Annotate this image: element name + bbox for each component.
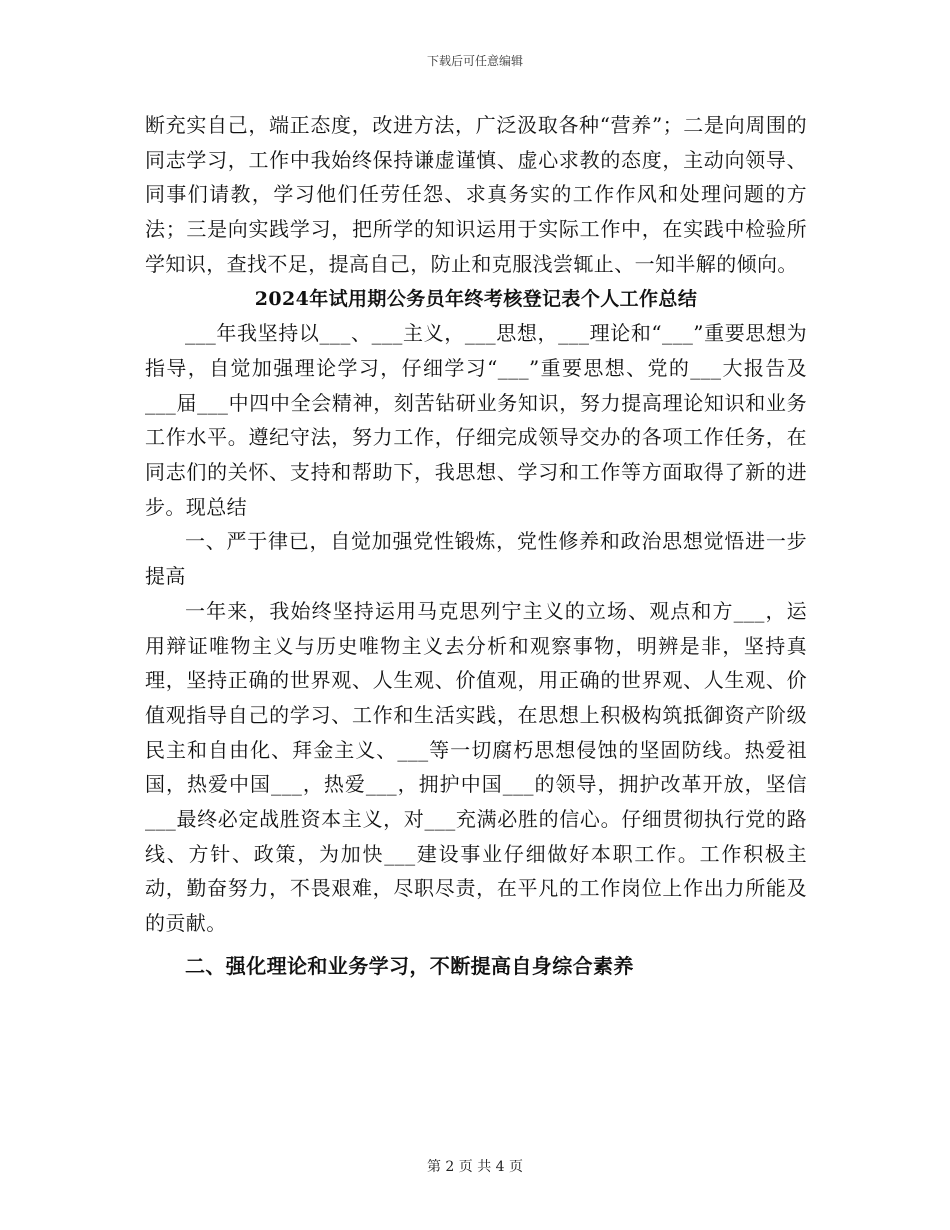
section-2-heading: 二、强化理论和业务学习，不断提高自身综合素养 <box>185 953 634 978</box>
page-footer: 第 2 页 共 4 页 <box>426 1159 524 1175</box>
document-body <box>145 108 807 984</box>
intro-paragraph: ___年我坚持以___、___主义，___思想，___理论和“___”重要思想为指导，自觉加强理论学习，仔细学习“___”重要思想、党的___大报告及___届___中四中全会精神，刻苦钻研业务知识，努力提高理论知识和业务工作水平。遵纪守法，努力工作，仔细完成领导交办的各项工作任务，在同志们的关怀、支持和帮助下，我思想、学习和工作等方面取得了新的进步。现总结 <box>145 321 807 519</box>
section-1-paragraph: 一年来，我始终坚持运用马克思列宁主义的立场、观点和方___，运用辩证唯物主义与历史唯物主义去分析和观察事物，明辨是非，坚持真理，坚持正确的世界观、人生观、价值观，用正确的世界观、人生观、价值观指导自己的学习、工作和生活实践，在思想上积极构筑抵御资产阶级民主和自由化、拜金主义、___等一切腐朽思想侵蚀的坚固防线。热爱祖国，热爱中国___，热爱___，拥护中国___的领导，拥护改革开放，坚信___最终必定战胜资本主义，对___充满必胜的信心。仔细贯彻执行党的路线、方针、政策，为加快___建设事业仔细做好本职工作。工作积极主动，勤奋努力，不畏艰难，尽职尽责，在平凡的工作岗位上作出力所能及的贡献。 <box>145 598 807 936</box>
page-header: 下载后可任意编辑 <box>426 54 523 68</box>
continuation-paragraph: 断充实自己，端正态度，改进方法，广泛汲取各种“营养”；二是向周围的同志学习，工作中我始终保持谦虚谨慎、虚心求教的态度，主动向领导、同事们请教，学习他们任劳任怨、求真务实的工作作风和处理问题的方法；三是向实践学习，把所学的知识运用于实际工作中，在实践中检验所学知识，查找不足，提高自己，防止和克服浅尝辄止、一知半解的倾向。 <box>145 113 807 276</box>
section-1-heading: 一、严于律已，自觉加强党性锻炼，党性修养和政治思想觉悟进一步提高 <box>145 529 807 589</box>
document-title: 2024年试用期公务员年终考核登记表个人工作总结 <box>254 287 698 310</box>
